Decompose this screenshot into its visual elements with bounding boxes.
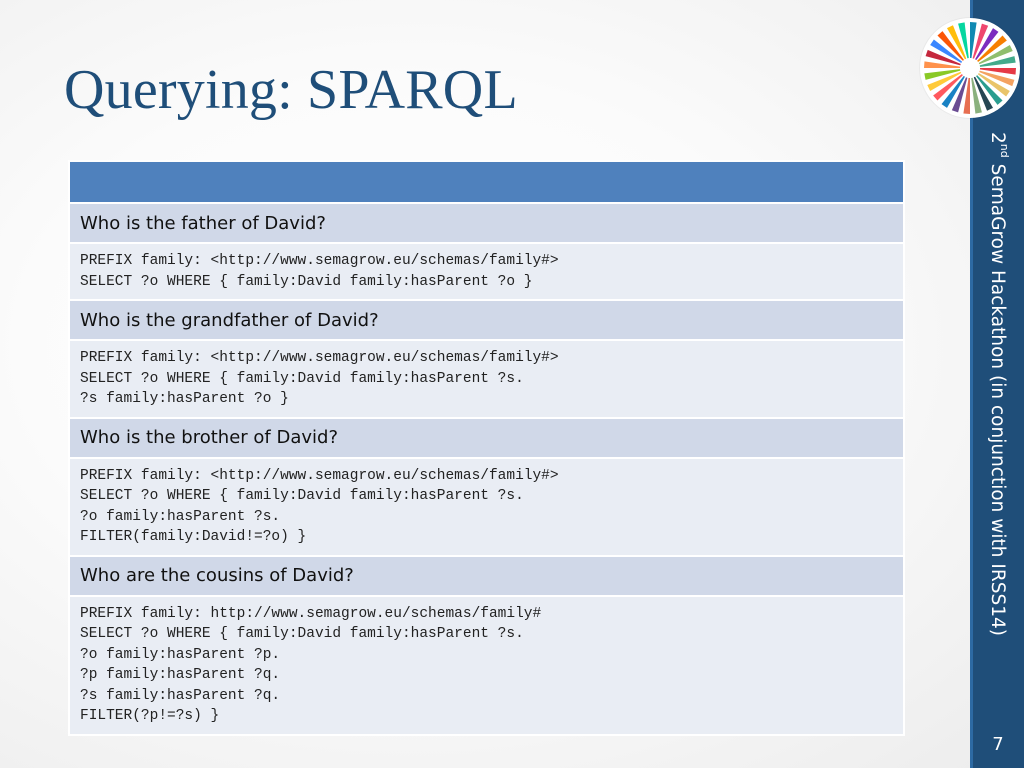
sparql-query-table [68,160,905,736]
code-line: FILTER(family:David!=?o) } [80,529,307,545]
code-line: SELECT ?o WHERE { family:David family:hasParent ?o } [80,273,533,290]
question-text: Who is the grandfather of David? [69,300,904,340]
question-row [69,203,904,243]
code-line: ?s family:hasParent ?q. [80,687,281,704]
code-line: SELECT ?o WHERE { family:David family:hasParent ?s. [80,488,524,504]
code-line: PREFIX family: http://www.semagrow.eu/schemas/family# [80,605,542,622]
sidebar-event-title [977,132,1017,718]
sparql-query-code [69,458,904,556]
question-text: Who is the father of David? [69,203,904,243]
logo-center [960,58,980,78]
question-row [69,418,904,458]
query-row [69,340,904,418]
slide-title: Querying: SPARQL [64,59,518,121]
sparql-query-code [69,340,904,418]
question-text: Who is the brother of David? [69,418,904,458]
colored-pencils-icon [920,18,1020,118]
code-line: PREFIX family: <http://www.semagrow.eu/schemas/family#> [80,253,559,269]
question-text: Who are the cousins of David? [69,556,904,596]
query-row [69,458,904,556]
code-line: ?o family:hasParent ?p. [80,646,281,663]
slide-number: 7 [992,734,1004,755]
sparql-query-code [69,243,904,300]
query-row [69,243,904,300]
question-row [69,556,904,596]
code-line: FILTER(?p!=?s) } [80,708,220,724]
code-line: ?o family:hasParent ?s. [80,508,281,525]
question-row [69,300,904,340]
sidebar-ordinal: 2 [987,132,1008,144]
code-line: PREFIX family: <http://www.semagrow.eu/schemas/family#> [80,467,559,484]
code-line: ?s family:hasParent ?o } [80,391,289,407]
sparql-query-code [69,596,904,735]
query-row [69,596,904,735]
code-line: SELECT ?o WHERE { family:David family:hasParent ?s. [80,370,524,387]
code-line: SELECT ?o WHERE { family:David family:hasParent ?s. [80,626,524,642]
code-line: ?p family:hasParent ?q. [80,667,281,683]
sidebar-ordinal-suffix: nd [998,143,1012,158]
code-line: PREFIX family: <http://www.semagrow.eu/schemas/family#> [80,350,559,366]
sidebar-event-name: SemaGrow Hackathon (in conjunction with IRSS14) [987,157,1008,636]
table-header-cell [69,161,904,203]
logo-graphic [920,18,1020,118]
table-header-row [69,161,904,203]
